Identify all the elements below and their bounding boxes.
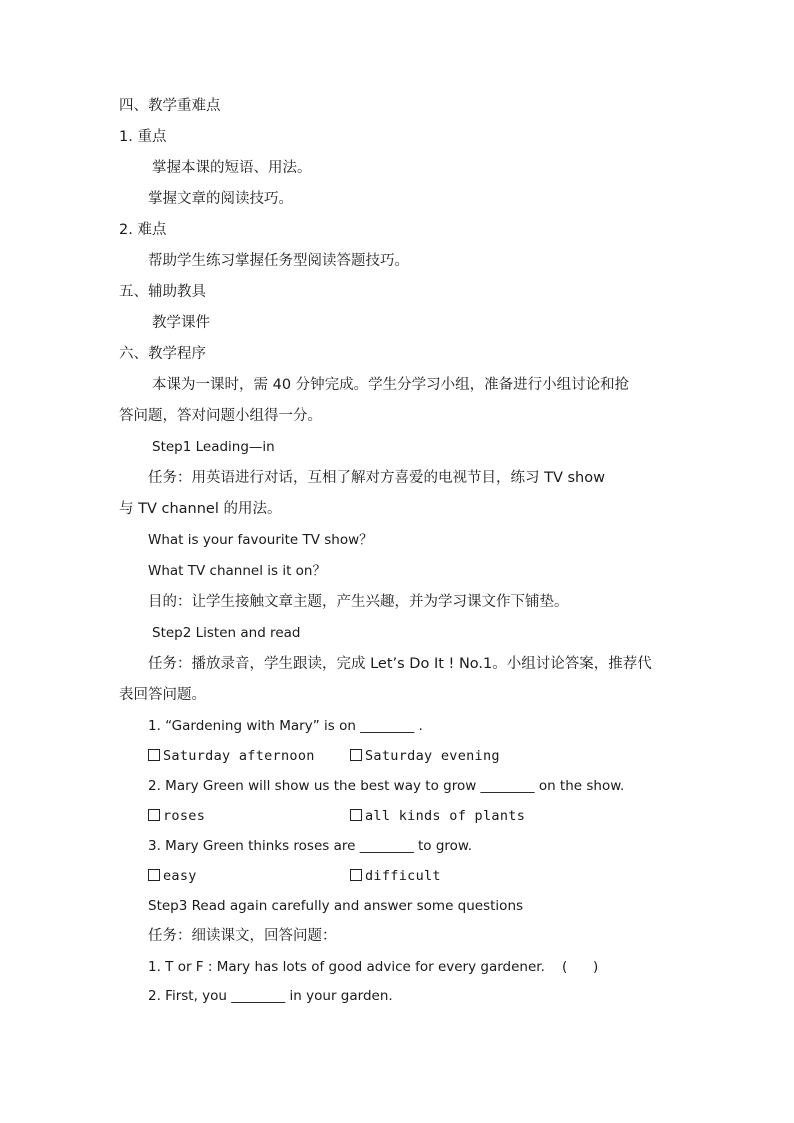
section-heading: 六、教学程序 (119, 346, 206, 362)
option[interactable]: roses (148, 806, 205, 826)
answer-options (148, 806, 668, 826)
option[interactable]: easy (148, 866, 197, 886)
example-question: What is your favourite TV show？ (148, 532, 373, 548)
answer-options (148, 866, 668, 886)
paragraph: 目的：让学生接触文章主题，产生兴趣，并为学习课文作下铺垫。 (148, 594, 569, 610)
quiz-question: 1. “Gardening with Mary” is on ________ . (148, 718, 423, 734)
paragraph: 任务：用英语进行对话，互相了解对方喜爱的电视节目，练习 TV show (148, 470, 605, 486)
checkbox-icon[interactable] (350, 749, 362, 761)
paragraph: 任务：播放录音，学生跟读，完成 Let’s Do It ! No.1。小组讨论答案，推荐代 (148, 656, 652, 672)
paragraph: 任务：细读课文，回答问题： (148, 928, 337, 944)
step-heading: Step3 Read again carefully and answer some questions (148, 898, 524, 914)
option[interactable]: Saturday evening (350, 746, 500, 766)
section-heading: 五、辅助教具 (119, 284, 206, 300)
subheading: 2. 难点 (119, 222, 167, 238)
paragraph: 答问题，答对问题小组得一分。 (119, 408, 322, 424)
paragraph: 与 TV channel 的用法。 (119, 501, 282, 517)
paragraph: 掌握本课的短语、用法。 (152, 160, 312, 176)
step-heading: Step1 Leading—in (152, 439, 275, 455)
quiz-question: 2. Mary Green will show us the best way to grow ________ on the show. (148, 778, 625, 794)
option[interactable]: all kinds of plants (350, 806, 525, 826)
subheading: 1. 重点 (119, 129, 167, 145)
option[interactable]: Saturday afternoon (148, 746, 315, 766)
paragraph: 本课为一课时，需 40 分钟完成。学生分学习小组，准备进行小组讨论和抢 (152, 377, 630, 393)
step-heading: Step2 Listen and read (152, 625, 301, 641)
section-heading: 四、教学重难点 (119, 98, 221, 114)
paragraph: 表回答问题。 (119, 687, 206, 703)
quiz-question: 2. First, you ________ in your garden. (148, 988, 393, 1004)
checkbox-icon[interactable] (148, 809, 160, 821)
checkbox-icon[interactable] (350, 869, 362, 881)
paragraph: 帮助学生练习掌握任务型阅读答题技巧。 (148, 253, 409, 269)
paragraph: 掌握文章的阅读技巧。 (148, 191, 293, 207)
paragraph: 教学课件 (152, 315, 210, 331)
checkbox-icon[interactable] (148, 869, 160, 881)
option[interactable]: difficult (350, 866, 441, 886)
answer-options (148, 746, 668, 766)
quiz-question: 1. T or F : Mary has lots of good advice for every gardener. ( ) (148, 959, 599, 975)
checkbox-icon[interactable] (148, 749, 160, 761)
quiz-question: 3. Mary Green thinks roses are ________ to grow. (148, 838, 473, 854)
example-question: What TV channel is it on？ (148, 563, 326, 579)
checkbox-icon[interactable] (350, 809, 362, 821)
